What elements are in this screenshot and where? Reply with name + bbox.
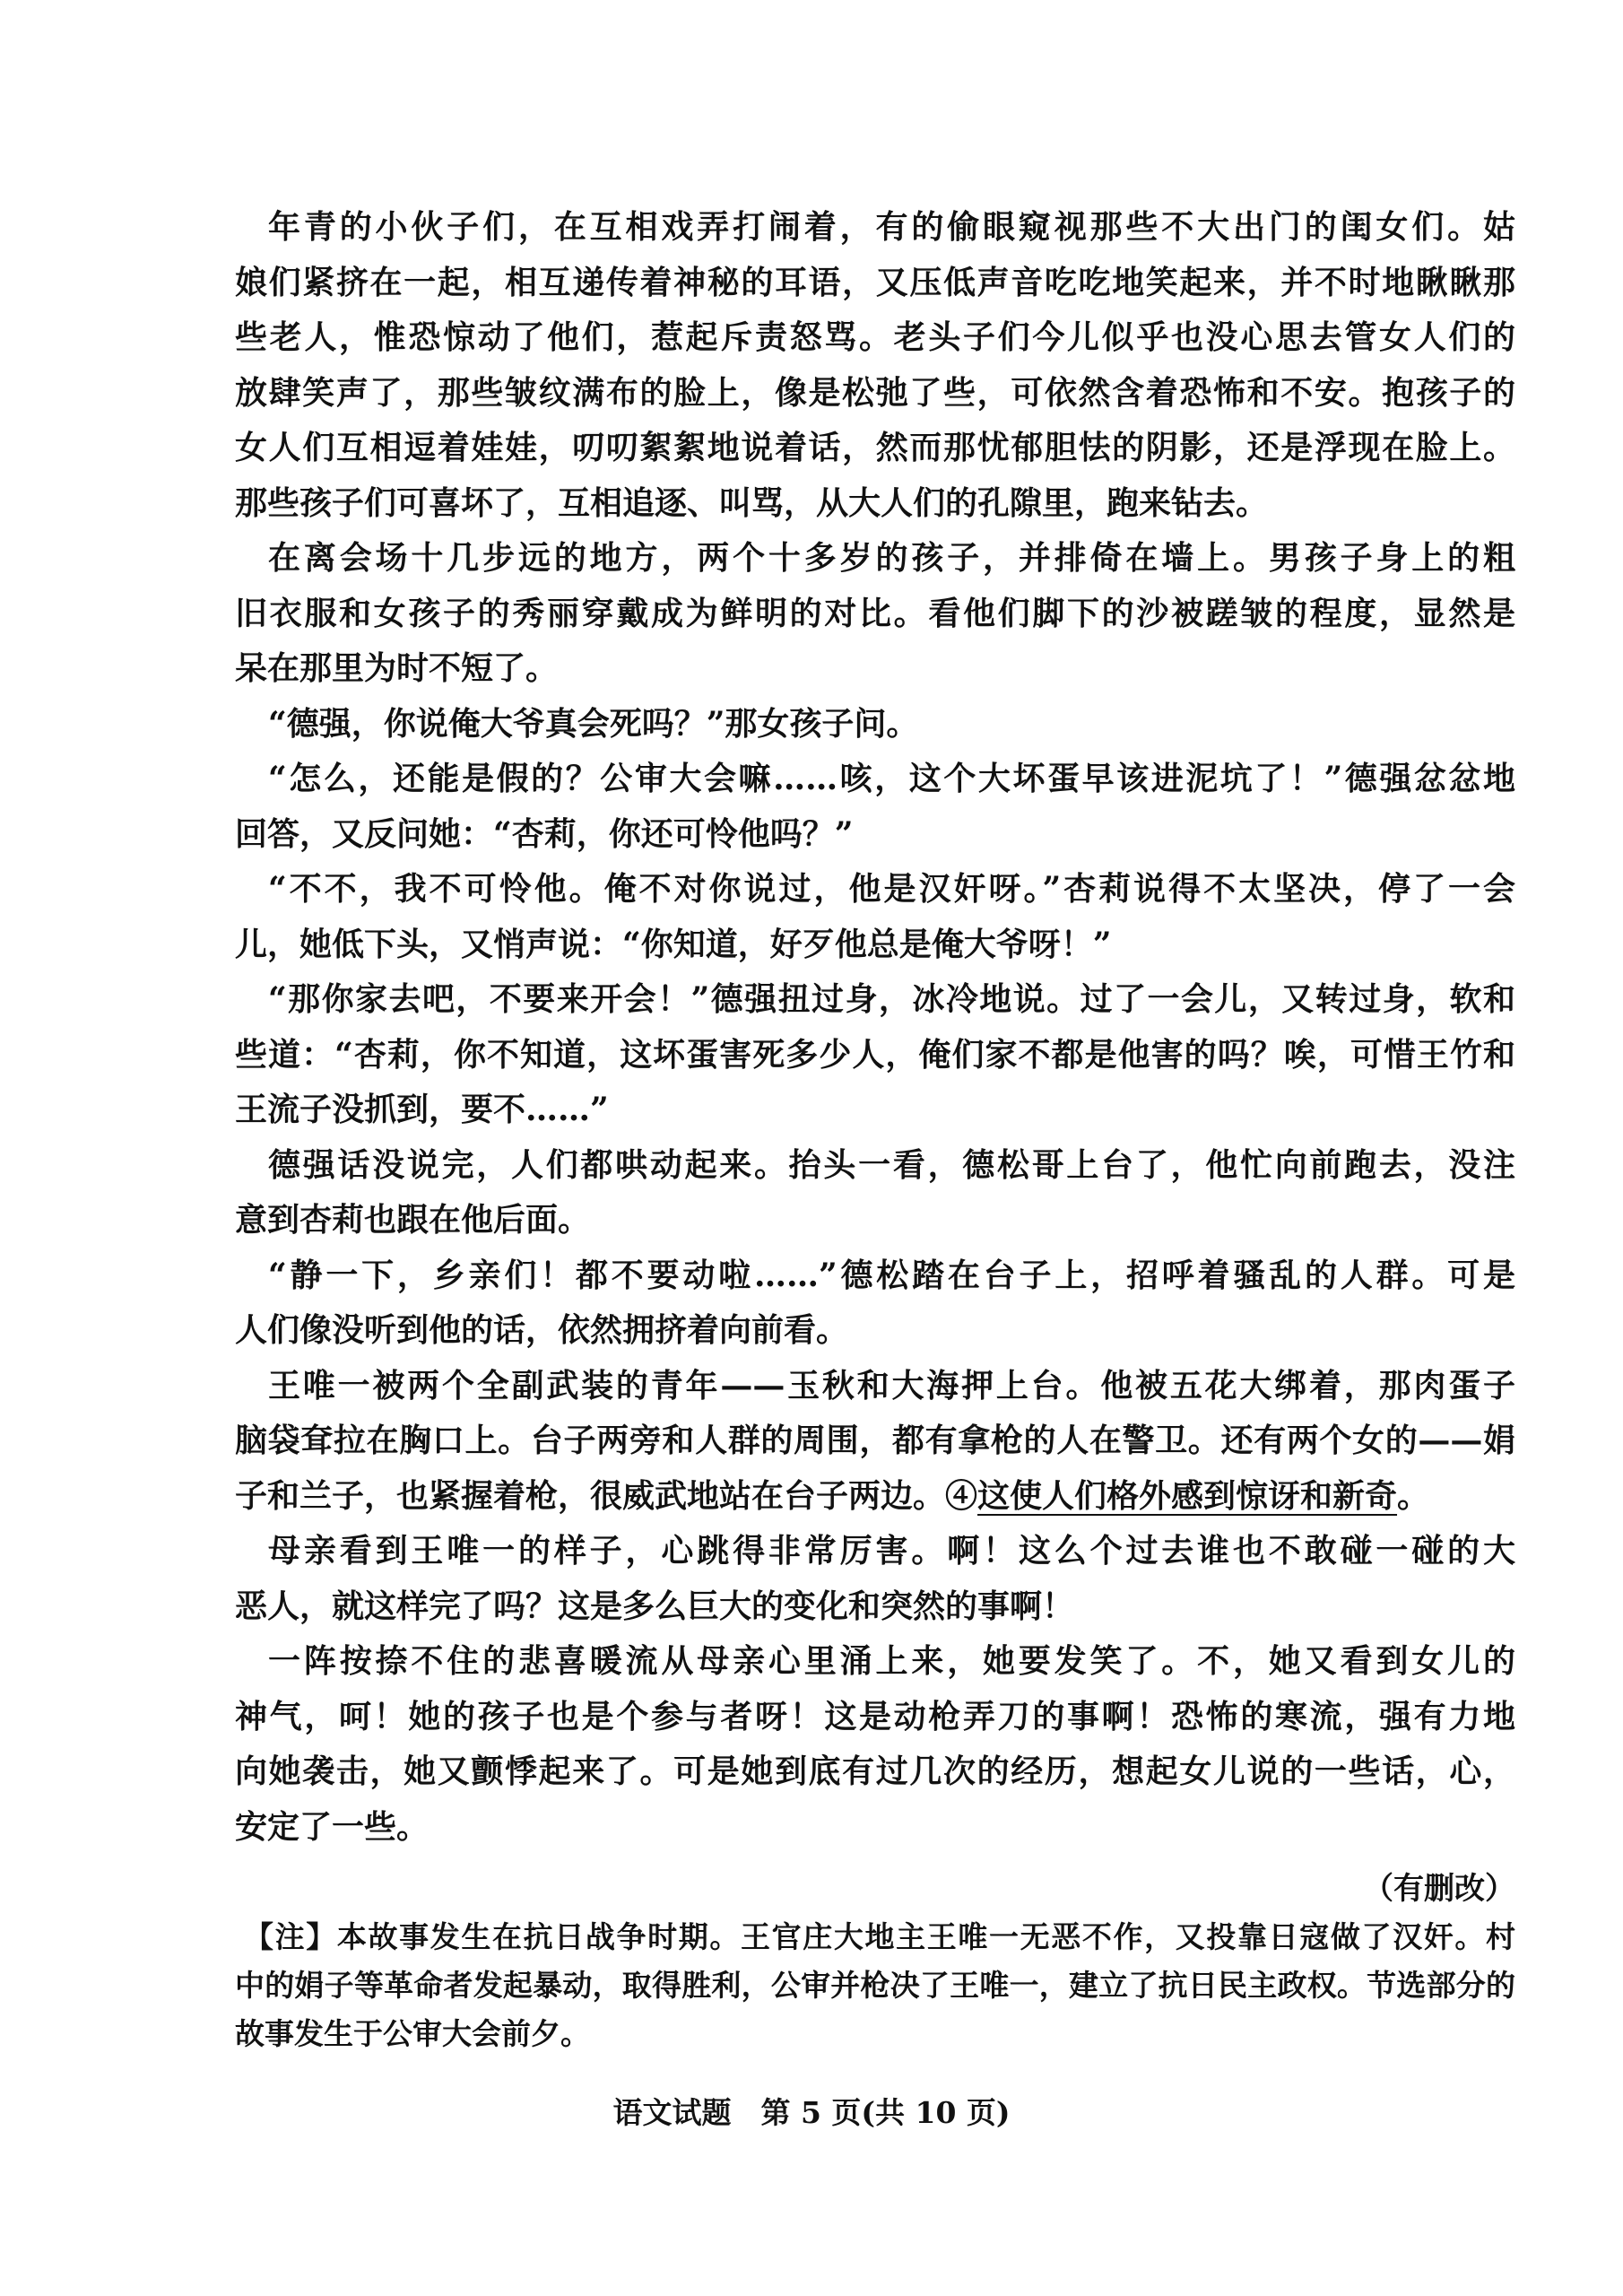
line-text: “德强，你说俺大爷真会死吗？”那女孩子问。 [268,704,919,743]
line-text: “静一下，乡亲们！都不要动啦……”德松踏在台子上，招呼着骚乱的人群。可是 [268,1256,1515,1294]
line-text: “不不，我不可怜他。俺不对你说过，他是汉奸呀。”杏莉说得不太坚决，停了一会 [268,870,1515,908]
line-text: 一阵按捺不住的悲喜暖流从母亲心里涌上来，她要发笑了。不，她又看到女儿的 [268,1642,1515,1680]
passage-line [235,1028,1515,1083]
line-text: “怎么，还能是假的？公审大会嘛……咳，这个大坏蛋早该进泥坑了！”德强忿忿地 [268,760,1515,797]
paragraph-first-line [235,697,1515,752]
passage-line [235,1744,1515,1800]
underlined-sentence-4: 这使人们格外感到惊讶和新奇 [977,1476,1398,1515]
line-text: 安定了一些。 [235,1807,430,1846]
passage-line [235,1469,1515,1525]
source-note: （有删改） [1363,1871,1515,1907]
passage-line [235,1193,1515,1248]
line-text: 呆在那里为时不短了。 [235,649,559,687]
page-footer: 语文试题 第 5 页(共 10 页) [612,2095,1011,2130]
paragraph-first-line [235,972,1515,1028]
passage-line [235,421,1515,476]
paragraph-first-line [235,1359,1515,1414]
line-text: 旧衣服和女孩子的秀丽穿戴成为鲜明的对比。看他们脚下的沙被蹉皱的程度，显然是 [235,594,1515,632]
paragraph-first-line [235,1524,1515,1579]
line-text: 人们像没听到他的话，依然拥挤着向前看。 [235,1311,849,1349]
line-text: 娘们紧挤在一起，相互递传着神秘的耳语，又压低声音吃吃地笑起来，并不时地瞅瞅那 [235,263,1515,301]
line-text: 意到杏莉也跟在他后面。 [235,1201,591,1239]
annotation-line: 故事发生于公审大会前夕。 [235,2016,590,2051]
line-text: 那些孩子们可喜坏了，互相追逐、叫骂，从大人们的孔隙里，跑来钻去。 [235,483,1269,522]
line-text: 儿，她低下头，又悄声说：“你知道，好歹他总是俺大爷呀！” [235,925,1112,963]
line-text: 神气，呵！她的孩子也是个参与者呀！这是动枪弄刀的事啊！恐怖的寒流，强有力地 [235,1697,1515,1735]
paragraph-first-line [235,200,1515,256]
annotation-line: 【注】本故事发生在抗日战争时期。王官庄大地主王唯一无恶不作，又投靠日寇做了汉奸。村 [244,1919,1515,1954]
passage-line [235,918,1515,973]
passage-line [235,1083,1515,1138]
paragraph-first-line [235,1138,1515,1194]
line-text: 回答，又反问她：“杏莉，你还可怜他吗？” [235,814,854,853]
line-text: 些道：“杏莉，你不知道，这坏蛋害死多少人，俺们家不都是他害的吗？唉，可惜王竹和 [235,1035,1515,1074]
passage-line [235,256,1515,311]
line-text: 王流子没抓到，要不……” [235,1091,609,1128]
passage-line [235,1800,1515,1856]
paragraph-first-line [235,862,1515,918]
passage-line [235,1690,1515,1745]
line-text: 王唯一被两个全副武装的青年——玉秋和大海押上台。他被五花大绑着，那肉蛋子 [268,1366,1515,1405]
passage-line [235,1413,1515,1469]
paragraph-first-line [235,1634,1515,1690]
line-text: 女人们互相逗着娃娃，叨叨絮絮地说着话，然而那忧郁胆怯的阴影，还是浮现在脸上。 [235,429,1515,466]
passage-line [235,587,1515,642]
line-text: 德强话没说完，人们都哄动起来。抬头一看，德松哥上台了，他忙向前跑去，没注 [268,1145,1515,1184]
passage-line [235,641,1515,697]
paragraph-first-line [235,531,1515,587]
line-text: “那你家去吧，不要来开会！”德强扭过身，冰冷地说。过了一会儿，又转过身，软和 [268,980,1515,1018]
line-text: 放肆笑声了，那些皱纹满布的脸上，像是松弛了些，可依然含着恐怖和不安。抱孩子的 [235,373,1515,412]
line-text: 些老人，惟恐惊动了他们，惹起斥责怒骂。老头子们今儿似乎也没心思去管女人们的 [235,318,1515,356]
line-text: 在离会场十几步远的地方，两个十多岁的孩子，并排倚在墙上。男孩子身上的粗 [268,539,1515,577]
passage-line [235,1303,1515,1359]
paragraph-first-line [235,1248,1515,1304]
line-text: 子和兰子，也紧握着枪，很威武地站在台子两边。④ [235,1476,978,1515]
passage-line [235,310,1515,366]
passage-line [235,1579,1515,1635]
line-text: 恶人，就这样完了吗？这是多么巨大的变化和突然的事啊！ [235,1587,1075,1625]
passage-body [235,200,1515,1855]
annotation-line: 中的娟子等革命者发起暴动，取得胜利，公审并枪决了王唯一，建立了抗日民主政权。节选部分的 [235,1968,1515,2003]
line-text: 向她袭击，她又颤悸起来了。可是她到底有过几次的经历，想起女儿说的一些话，心， [235,1752,1515,1790]
passage-line [235,807,1515,863]
line-text: 母亲看到王唯一的样子，心跳得非常厉害。啊！这么个过去谁也不敢碰一碰的大 [268,1532,1515,1570]
line-text: 年青的小伙子们，在互相戏弄打闹着，有的偷眼窥视那些不大出门的闺女们。姑 [268,208,1515,246]
line-text: 。 [1397,1476,1430,1515]
passage-line [235,366,1515,422]
paragraph-first-line [235,752,1515,807]
line-text: 脑袋耷拉在胸口上。台子两旁和人群的周围，都有拿枪的人在警卫。还有两个女的——娟 [235,1422,1515,1459]
annotation-note [235,1913,1515,2058]
passage-line [235,476,1515,532]
